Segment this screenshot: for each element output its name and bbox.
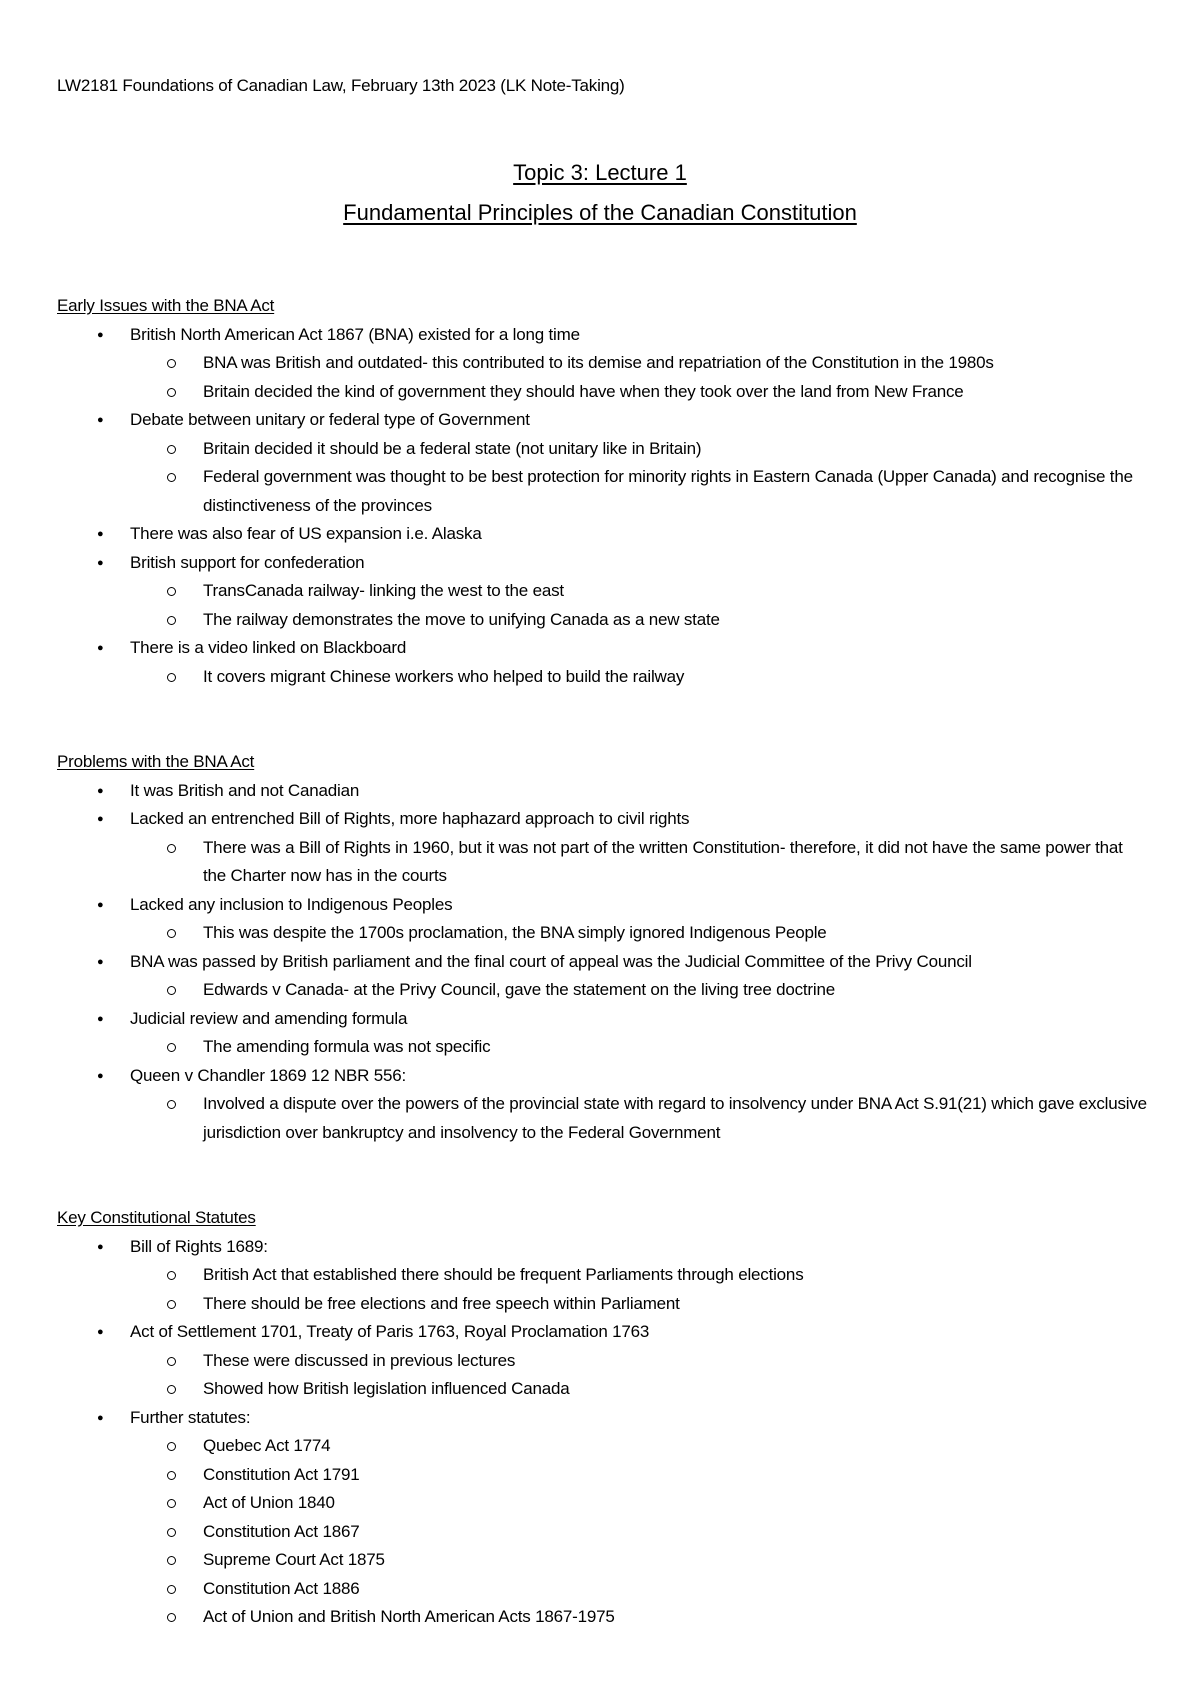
bullet-text: Judicial review and amending formula xyxy=(130,1008,408,1028)
sub-bullet-item xyxy=(57,1432,1150,1461)
bullet-text: Lacked an entrenched Bill of Rights, more haphazard approach to civil rights xyxy=(130,809,690,828)
sub-bullet-text: Quebec Act 1774 xyxy=(203,1436,331,1455)
sub-bullet-text: Constitution Act 1867 xyxy=(203,1521,360,1541)
sub-bullet-item xyxy=(57,463,1150,520)
bullet-item xyxy=(57,1233,1150,1262)
section-key-statutes xyxy=(57,1204,1150,1632)
bullet-list xyxy=(57,777,1150,1148)
bullet-item xyxy=(57,1404,1150,1433)
bullet-text: It was British and not Canadian xyxy=(130,780,360,800)
filled-bullet-icon: ● xyxy=(97,1012,104,1025)
bullet-text: There is a video linked on Blackboard xyxy=(130,638,407,657)
bullet-item xyxy=(57,805,1150,834)
sub-bullet-text: Britain decided it should be a federal state (not unitary like in Britain) xyxy=(203,438,702,458)
filled-bullet-icon: ● xyxy=(97,1069,104,1082)
sub-bullet-text: Supreme Court Act 1875 xyxy=(203,1550,385,1569)
bullet-item xyxy=(57,321,1150,350)
sub-bullet-text: Involved a dispute over the powers of the provincial state with regard to insolvency under BNA Act S.91(21) which gave exclusive jurisdiction over bankruptcy and insolvency to the Federal Government xyxy=(203,1094,1147,1142)
filled-bullet-icon: ● xyxy=(97,556,104,569)
filled-bullet-icon: ● xyxy=(97,1240,104,1253)
sub-bullet-text: Edwards v Canada- at the Privy Council, gave the statement on the living tree doctrine xyxy=(203,980,835,999)
sub-bullet-item xyxy=(57,834,1150,891)
sub-bullet-item xyxy=(57,1546,1150,1575)
bullet-text: British North American Act 1867 (BNA) existed for a long time xyxy=(130,324,580,344)
hollow-bullet-icon xyxy=(167,986,176,995)
sub-bullet-item xyxy=(57,919,1150,948)
bullet-text: Debate between unitary or federal type of Government xyxy=(130,410,530,429)
filled-bullet-icon: ● xyxy=(97,784,104,797)
hollow-bullet-icon xyxy=(167,1357,176,1366)
sub-bullet-text: There was a Bill of Rights in 1960, but it was not part of the written Constitution- therefore, it did not have the same power that the Charter now has in the courts xyxy=(203,837,1123,885)
sub-bullet-text: Constitution Act 1791 xyxy=(203,1464,360,1484)
bullet-text: British support for confederation xyxy=(130,552,365,572)
sub-bullet-item xyxy=(57,1603,1150,1632)
sub-bullet-item xyxy=(57,663,1150,692)
section-heading: Key Constitutional Statutes xyxy=(57,1208,256,1227)
filled-bullet-icon: ● xyxy=(97,1411,104,1424)
hollow-bullet-icon xyxy=(167,1556,176,1565)
sub-bullet-item xyxy=(57,1489,1150,1518)
sub-bullet-text: Act of Union 1840 xyxy=(203,1493,335,1512)
course-header: LW2181 Foundations of Canadian Law, February 13th 2023 (LK Note-Taking) xyxy=(57,76,625,95)
bullet-text: There was also fear of US expansion i.e. Alaska xyxy=(130,524,482,543)
sub-bullet-text: Britain decided the kind of government they should have when they took over the land from New France xyxy=(203,381,964,401)
bullet-item xyxy=(57,406,1150,435)
filled-bullet-icon: ● xyxy=(97,642,104,654)
sub-bullet-item xyxy=(57,1290,1150,1319)
sub-bullet-text: There should be free elections and free speech within Parliament xyxy=(203,1293,680,1313)
sub-bullet-text: It covers migrant Chinese workers who helped to build the railway xyxy=(203,666,685,686)
sub-bullet-item xyxy=(57,1461,1150,1490)
hollow-bullet-icon xyxy=(167,1385,176,1394)
bullet-item xyxy=(57,891,1150,920)
sub-bullet-item xyxy=(57,577,1150,606)
filled-bullet-icon: ● xyxy=(97,955,104,968)
bullet-list xyxy=(57,321,1150,692)
bullet-text: Act of Settlement 1701, Treaty of Paris 1763, Royal Proclamation 1763 xyxy=(130,1322,650,1341)
section-heading: Early Issues with the BNA Act xyxy=(57,296,275,315)
filled-bullet-icon: ● xyxy=(97,1326,104,1338)
hollow-bullet-icon xyxy=(167,673,176,682)
sub-bullet-item xyxy=(57,1261,1150,1290)
bullet-item xyxy=(57,1318,1150,1347)
hollow-bullet-icon xyxy=(167,1442,176,1451)
bullet-text: Lacked any inclusion to Indigenous Peoples xyxy=(130,894,453,914)
sub-bullet-text: Federal government was thought to be best protection for minority rights in Eastern Canada (Upper Canada) and recognise the distinctiveness of the provinces xyxy=(203,467,1133,515)
sub-bullet-text: The amending formula was not specific xyxy=(203,1037,491,1056)
bullet-item xyxy=(57,520,1150,549)
subject-title: Fundamental Principles of the Canadian Constitution xyxy=(343,200,857,225)
section-early-issues xyxy=(57,292,1150,691)
hollow-bullet-icon xyxy=(167,844,176,853)
filled-bullet-icon: ● xyxy=(97,528,104,540)
bullet-item xyxy=(57,634,1150,663)
hollow-bullet-icon xyxy=(167,1585,176,1594)
hollow-bullet-icon xyxy=(167,473,176,482)
sub-bullet-item xyxy=(57,976,1150,1005)
hollow-bullet-icon xyxy=(167,1300,176,1309)
bullet-text: Bill of Rights 1689: xyxy=(130,1236,268,1256)
bullet-text: BNA was passed by British parliament and the final court of appeal was the Judicial Committee of the Privy Council xyxy=(130,951,972,971)
bullet-text: Further statutes: xyxy=(130,1407,251,1427)
hollow-bullet-icon xyxy=(167,445,176,454)
sub-bullet-item xyxy=(57,1375,1150,1404)
hollow-bullet-icon xyxy=(167,616,176,625)
bullet-item xyxy=(57,1005,1150,1034)
hollow-bullet-icon xyxy=(167,1043,176,1052)
sub-bullet-text: British Act that established there should be frequent Parliaments through elections xyxy=(203,1265,804,1284)
sub-bullet-text: The railway demonstrates the move to unifying Canada as a new state xyxy=(203,609,720,629)
sub-bullet-item xyxy=(57,1575,1150,1604)
section-problems xyxy=(57,748,1150,1147)
sub-bullet-item xyxy=(57,435,1150,464)
bullet-item xyxy=(57,1062,1150,1091)
sub-bullet-item xyxy=(57,1347,1150,1376)
sub-bullet-text: BNA was British and outdated- this contributed to its demise and repatriation of the Constitution in the 1980s xyxy=(203,353,994,372)
lecture-title: Topic 3: Lecture 1 xyxy=(513,160,687,185)
sub-bullet-item xyxy=(57,1518,1150,1547)
sub-bullet-item xyxy=(57,1033,1150,1062)
sub-bullet-text: This was despite the 1700s proclamation, the BNA simply ignored Indigenous People xyxy=(203,923,827,942)
section-heading: Problems with the BNA Act xyxy=(57,752,255,771)
bullet-item xyxy=(57,777,1150,806)
filled-bullet-icon: ● xyxy=(97,898,104,911)
sub-bullet-text: These were discussed in previous lectures xyxy=(203,1350,516,1370)
filled-bullet-icon: ● xyxy=(97,414,104,426)
hollow-bullet-icon xyxy=(167,929,176,938)
filled-bullet-icon: ● xyxy=(97,813,104,825)
hollow-bullet-icon xyxy=(167,1271,176,1280)
hollow-bullet-icon xyxy=(167,1613,176,1622)
hollow-bullet-icon xyxy=(167,388,176,397)
sub-bullet-text: Showed how British legislation influenced Canada xyxy=(203,1379,570,1398)
filled-bullet-icon: ● xyxy=(97,328,104,341)
bullet-text: Queen v Chandler 1869 12 NBR 556: xyxy=(130,1065,406,1085)
hollow-bullet-icon xyxy=(167,1100,176,1109)
sub-bullet-text: Constitution Act 1886 xyxy=(203,1578,360,1598)
hollow-bullet-icon xyxy=(167,1499,176,1508)
hollow-bullet-icon xyxy=(167,1528,176,1537)
hollow-bullet-icon xyxy=(167,1471,176,1480)
bullet-item xyxy=(57,549,1150,578)
sub-bullet-item xyxy=(57,606,1150,635)
sub-bullet-text: Act of Union and British North American Acts 1867-1975 xyxy=(203,1607,615,1626)
sub-bullet-text: TransCanada railway- linking the west to the east xyxy=(203,581,564,600)
bullet-item xyxy=(57,948,1150,977)
hollow-bullet-icon xyxy=(167,359,176,368)
bullet-list xyxy=(57,1233,1150,1632)
hollow-bullet-icon xyxy=(167,587,176,596)
sub-bullet-item xyxy=(57,1090,1150,1147)
sub-bullet-item xyxy=(57,349,1150,378)
sub-bullet-item xyxy=(57,378,1150,407)
